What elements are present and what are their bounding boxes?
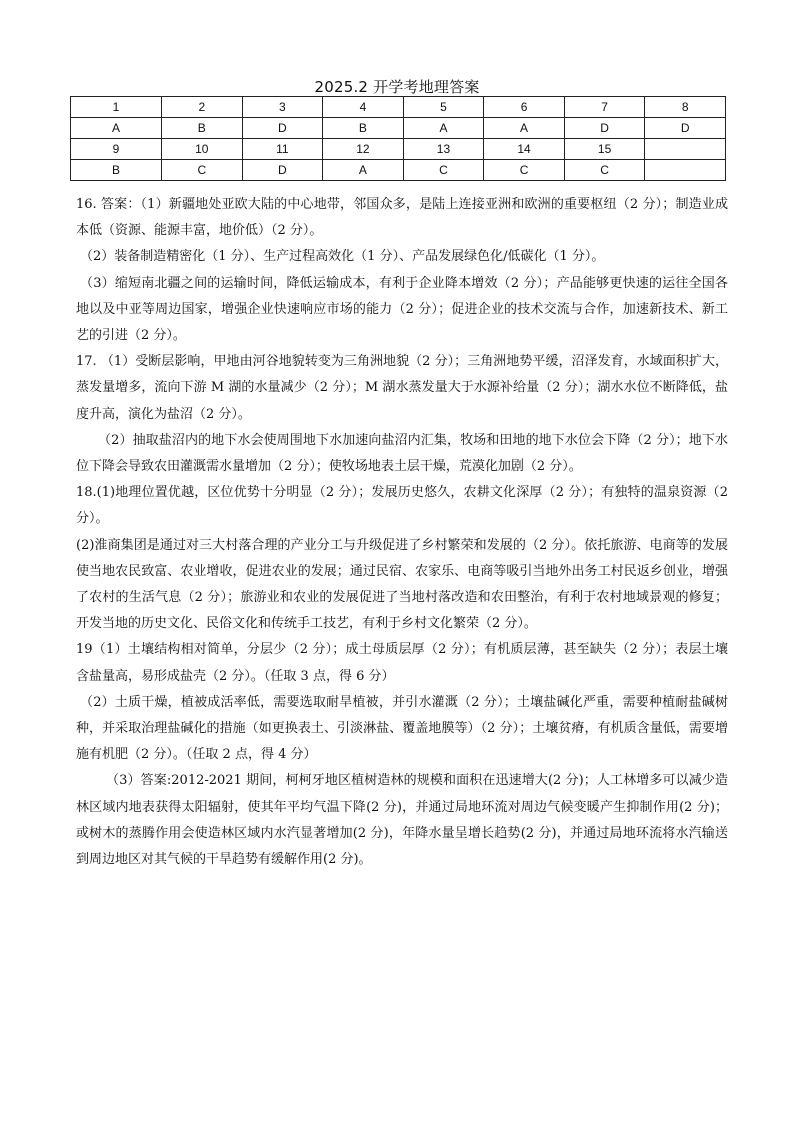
answer-table-cell: C (484, 160, 565, 181)
answer-table-cell: 3 (242, 97, 323, 118)
answer-table-cell: B (323, 118, 404, 139)
answer-table-cell: 4 (323, 97, 404, 118)
q18-part1: 18.(1)地理位置优越，区位优势十分明显（2 分）；发展历史悠久，农耕文化深厚（2 分）；有独特的温泉资源（2 分）。 (76, 485, 728, 527)
answer-key-table (70, 96, 726, 181)
answer-table-row (71, 118, 726, 139)
answer-table-cell: A (403, 118, 484, 139)
answer-table-cell: 5 (403, 97, 484, 118)
answer-table-cell: 15 (564, 139, 645, 160)
q18-part2: (2)淮商集团是通过对三大村落合理的产业分工与升级促进了乡村繁荣和发展的（2 分）。依托旅游、电商等的发展使当地农民致富、农业增收，促进农业的发展；通过民宿、农家乐、电商等吸引当地外出务工村民返乡创业，增强了农村的生活气息（2 分）；旅游业和农业的发展促进了当地村落改造和农田整治，有利于农村地域景观的修复；开发当地的历史文化、民俗文化和传统手工技艺，有利于乡村文化繁荣（2 分）。 (76, 537, 728, 632)
answer-table-cell: 11 (242, 139, 323, 160)
answer-table-cell: 9 (71, 139, 162, 160)
answer-table-cell: C (162, 160, 243, 181)
answer-table-cell: 6 (484, 97, 565, 118)
answer-table-cell: D (242, 118, 323, 139)
answer-table-cell: C (403, 160, 484, 181)
answer-table-cell: 8 (645, 97, 726, 118)
answer-table-cell: A (484, 118, 565, 139)
answer-table-cell: 14 (484, 139, 565, 160)
answer-table-cell: D (242, 160, 323, 181)
answer-table-cell: 13 (403, 139, 484, 160)
q16-part1: 16. 答案：（1）新疆地处亚欧大陆的中心地带，邻国众多，是陆上连接亚洲和欧洲的重要枢纽（2 分）；制造业成本低（资源、能源丰富，地价低）（2 分）。 (76, 197, 728, 239)
answer-table-cell: 1 (71, 97, 162, 118)
answer-table-cell (645, 139, 726, 160)
answer-table-cell: 12 (323, 139, 404, 160)
answer-table-row (71, 139, 726, 160)
document-title: 2025.2 开学考地理答案 (314, 78, 480, 96)
answer-table-cell: 10 (162, 139, 243, 160)
answer-table-cell: B (162, 118, 243, 139)
q17-part2: （2）抽取盐沼内的地下水会使周围地下水加速向盐沼内汇集，牧场和田地的地下水位会下降（2 分）；地下水位下降会导致农田灌溉需水量增加（2 分）；使牧场地表土层干燥，荒漠化加剧（2 分）。 (76, 432, 728, 475)
answer-table-cell (645, 160, 726, 181)
q19-part3: （3）答案:2012-2021 期间，柯柯牙地区植树造林的规模和面积在迅速增大(2 分)；人工林增多可以减少造林区域内地表获得太阳辐射，使其年平均气温下降(2 分)，并通过局地环流对周边气候变暖产生抑制作用(2 分)；或树木的蒸腾作用会使造林区域内水汽显著增加(2 分)，年降水量呈增长趋势(2 分)，并通过局地环流将水汽输送到周边地区对其气候的干旱趋势有缓解作用(2 分)。 (76, 773, 728, 868)
answer-table-cell: B (71, 160, 162, 181)
answer-table-cell: 2 (162, 97, 243, 118)
answer-table-row (71, 160, 726, 181)
answer-table-cell: D (564, 118, 645, 139)
q19-part2: （2）土质干燥，植被成活率低，需要选取耐旱植被，并引水灌溉（2 分）；土壤盐碱化严重，需要种植耐盐碱树种，并采取治理盐碱化的措施（如更换表土、引淡淋盐、覆盖地膜等）（2 分）；土壤贫瘠，有机质含量低，需要增施有机肥（2 分）。（任取 2 点，得 4 分） (76, 694, 728, 763)
q16-part2: （2）装备制造精密化（1 分）、生产过程高效化（1 分）、产品发展绿色化/低碳化（1 分）。 (80, 249, 605, 265)
answer-table-cell: D (645, 118, 726, 139)
answer-text-body (76, 192, 728, 873)
answer-table-cell: A (71, 118, 162, 139)
answer-table-row (71, 97, 726, 118)
answer-table-cell: C (564, 160, 645, 181)
q16-part3: （3）缩短南北疆之间的运输时间，降低运输成本，有利于企业降本增效（2 分）；产品能够更快速的运往全国各地以及中亚等周边国家，增强企业快速响应市场的能力（2 分）；促进企业的技术交流与合作，加速新技术、新工艺的引进（2 分）。 (76, 275, 728, 344)
q17-part1: 17. （1）受断层影响，甲地由河谷地貌转变为三角洲地貌（2 分）；三角洲地势平缓，沼泽发育，水域面积扩大，蒸发量增多，流向下游 M 湖的水量减少（2 分）；M 湖水蒸发量大于水源补给量（2 分）；湖水水位不断降低，盐度升高，演化为盐沼（2 分）。 (76, 354, 728, 422)
answer-table-cell: A (323, 160, 404, 181)
q19-part1: 19（1）土壤结构相对简单，分层少（2 分）；成土母质层厚（2 分）；有机质层薄，甚至缺失（2 分）；表层土壤含盐量高，易形成盐壳（2 分）。（任取 3 点，得 6 分） (76, 642, 728, 684)
answer-table-cell: 7 (564, 97, 645, 118)
